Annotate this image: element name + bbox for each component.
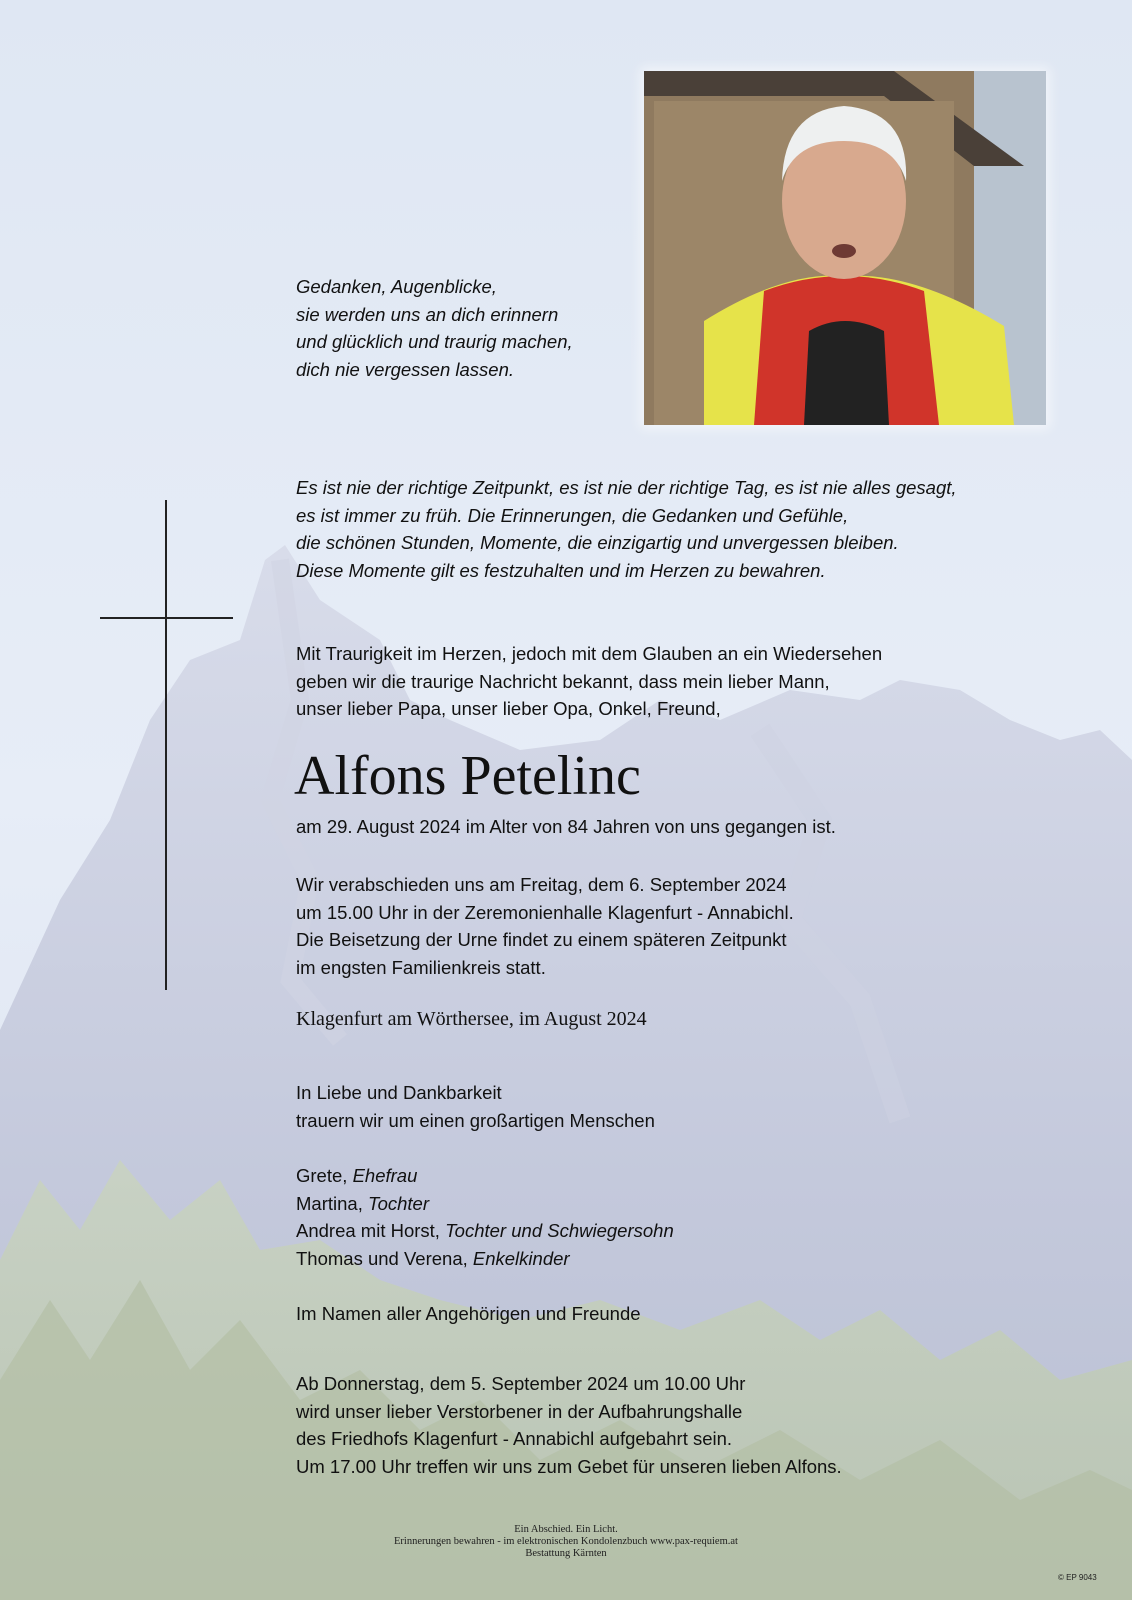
- intro-line: Mit Traurigkeit im Herzen, jedoch mit dem Glauben an ein Wiedersehen: [296, 643, 883, 664]
- quote-line: es ist immer zu früh. Die Erinnerungen, die Gedanken und Gefühle,: [296, 504, 849, 526]
- farewell-line: Die Beisetzung der Urne findet zu einem späteren Zeitpunkt: [296, 929, 787, 951]
- viewing-line: Ab Donnerstag, dem 5. September 2024 um 10.00 Uhr: [296, 1373, 746, 1394]
- family-member: [296, 1162, 674, 1190]
- farewell-line: Wir verabschieden uns am Freitag, dem 6. September 2024: [296, 874, 787, 895]
- poem-line: sie werden uns an dich erinnern: [296, 303, 559, 325]
- family-member-name: Thomas und Verena,: [296, 1247, 473, 1269]
- family-member: [296, 1245, 674, 1273]
- family-member: [296, 1217, 674, 1245]
- footer-line: Erinnerungen bewahren - im elektronischen Kondolenzbuch www.pax-requiem.at: [394, 1536, 738, 1547]
- family-member-name: Martina,: [296, 1192, 368, 1214]
- family-member-role: Tochter: [367, 1192, 429, 1214]
- family-member-name: Grete,: [296, 1165, 353, 1186]
- footer: [0, 1524, 1132, 1560]
- viewing-details: [296, 1370, 842, 1480]
- family-member-role: Ehefrau: [352, 1165, 418, 1186]
- mourning-line: trauern wir um einen großartigen Menschen: [296, 1109, 655, 1131]
- death-line-text: am 29. August 2024 im Alter von 84 Jahren von uns gegangen ist.: [296, 816, 836, 837]
- place-date: Klagenfurt am Wörthersee, im August 2024: [296, 1008, 647, 1030]
- quote-line: die schönen Stunden, Momente, die einzigartig und unvergessen bleiben.: [296, 532, 899, 554]
- copyright-mark: © EP 9043: [1058, 1573, 1097, 1582]
- quote-line: Es ist nie der richtige Zeitpunkt, es ist nie der richtige Tag, es ist nie alles gesagt,: [296, 477, 957, 498]
- on-behalf: [296, 1300, 641, 1328]
- viewing-line: Um 17.00 Uhr treffen wir uns zum Gebet für unseren lieben Alfons.: [296, 1455, 842, 1477]
- cross-icon-bar: [100, 617, 233, 619]
- deceased-name: Alfons Petelinc: [294, 745, 641, 807]
- quote-line: Diese Momente gilt es festzuhalten und im Herzen zu bewahren.: [296, 559, 826, 581]
- quote: [296, 474, 957, 584]
- family-member-role: Enkelkinder: [472, 1247, 570, 1269]
- farewell-line: um 15.00 Uhr in der Zeremonienhalle Klagenfurt - Annabichl.: [296, 901, 794, 923]
- death-line: [296, 813, 836, 841]
- mourning-line: In Liebe und Dankbarkeit: [296, 1082, 502, 1103]
- on-behalf-text: Im Namen aller Angehörigen und Freunde: [296, 1303, 641, 1324]
- cross-icon: [165, 500, 167, 990]
- intro-line: geben wir die traurige Nachricht bekannt, dass mein lieber Mann,: [296, 670, 830, 692]
- announcement-intro: [296, 640, 882, 723]
- intro-line: unser lieber Papa, unser lieber Opa, Onkel, Freund,: [296, 698, 721, 720]
- poem-line: und glücklich und traurig machen,: [296, 331, 573, 353]
- footer-line: Bestattung Kärnten: [525, 1548, 607, 1559]
- viewing-line: des Friedhofs Klagenfurt - Annabichl aufgebahrt sein.: [296, 1428, 733, 1450]
- family-list: [296, 1162, 674, 1272]
- poem: [296, 273, 573, 383]
- portrait-photo: [644, 71, 1046, 425]
- mourning-text: [296, 1079, 655, 1134]
- footer-line: Ein Abschied. Ein Licht.: [514, 1524, 618, 1535]
- poem-line: Gedanken, Augenblicke,: [296, 276, 497, 297]
- viewing-line: wird unser lieber Verstorbener in der Aufbahrungshalle: [296, 1400, 743, 1422]
- farewell-line: im engsten Familienkreis statt.: [296, 956, 546, 978]
- family-member: [296, 1190, 674, 1218]
- family-member-name: Andrea mit Horst,: [296, 1220, 446, 1242]
- farewell-details: [296, 871, 794, 981]
- poem-line: dich nie vergessen lassen.: [296, 358, 515, 380]
- family-member-role: Tochter und Schwiegersohn: [445, 1220, 674, 1242]
